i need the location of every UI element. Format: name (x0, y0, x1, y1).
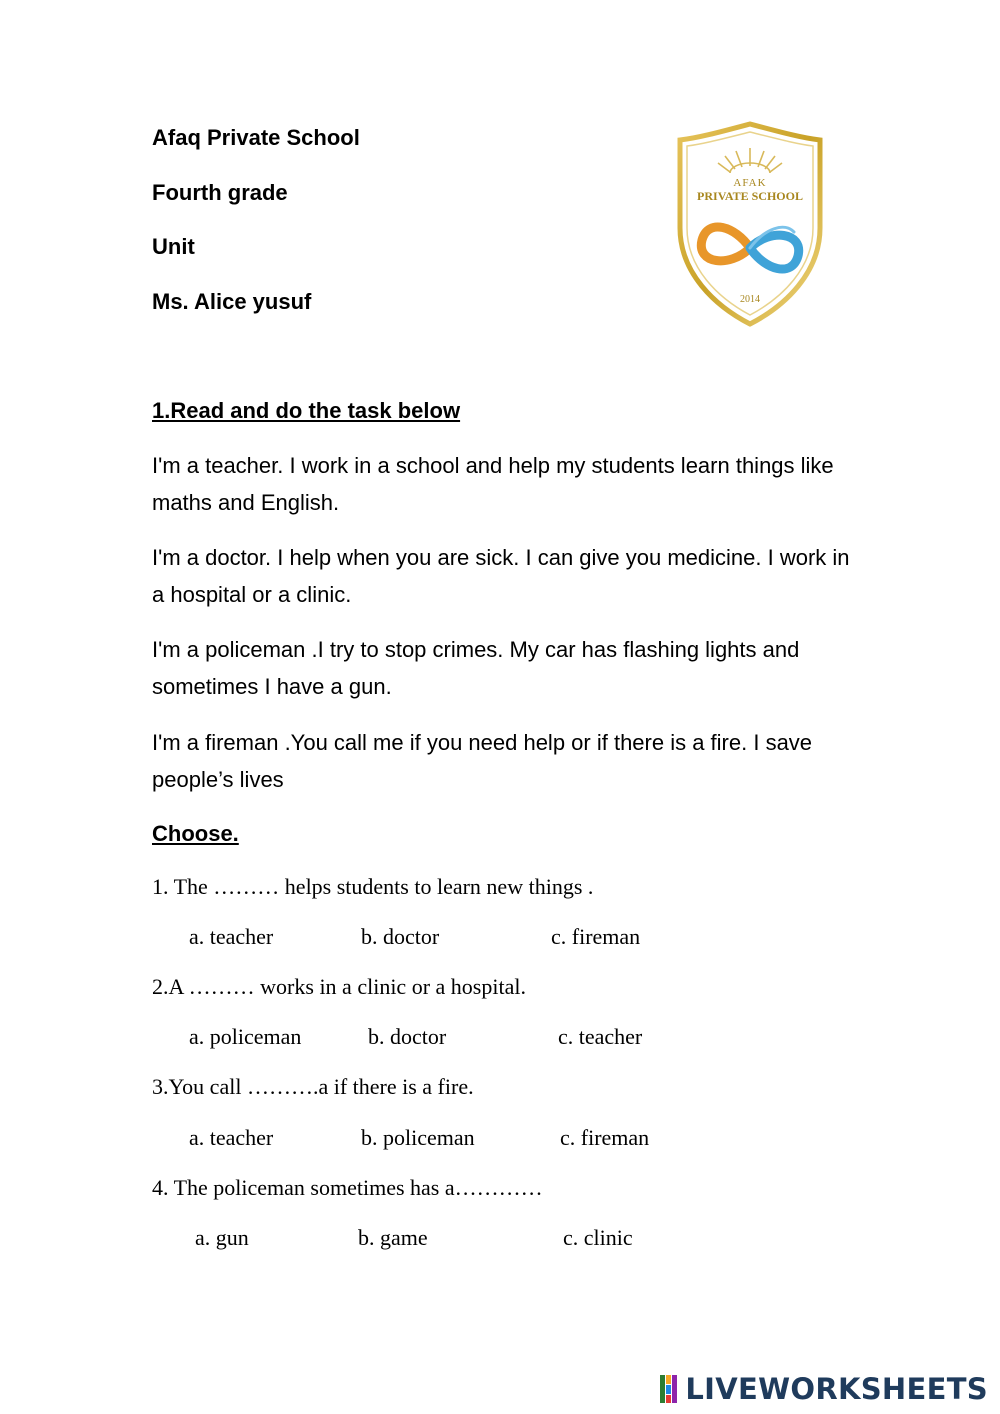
school-crest-logo (660, 118, 840, 330)
paragraph-policeman: I'm a policeman .I try to stop crimes. My car has flashing lights and sometimes I have a gun. (152, 637, 800, 699)
question-3: 3.You call ……….a if there is a fire. (152, 1074, 474, 1099)
grade-label: Fourth grade (152, 180, 288, 205)
q2-option-a[interactable]: a. policeman (189, 1024, 302, 1049)
paragraph-doctor: I'm a doctor. I help when you are sick. I can give you medicine. I work in a hospital or a clinic. (152, 545, 850, 607)
q2-option-c[interactable]: c. teacher (558, 1024, 643, 1049)
q3-option-a[interactable]: a. teacher (189, 1125, 274, 1150)
q4-option-c[interactable]: c. clinic (563, 1225, 633, 1250)
unit-label: Unit (152, 234, 195, 259)
brand-text: LIVEWORKSHEETS (685, 1372, 988, 1406)
question-2: 2.A ……… works in a clinic or a hospital. (152, 974, 526, 999)
paragraph-fireman: I'm a fireman .You call me if you need help or if there is a fire. I save people’s lives (152, 730, 813, 792)
question-1: 1. The ……… helps students to learn new things . (152, 874, 594, 899)
section-title: 1.Read and do the task below (152, 398, 461, 423)
teacher-name: Ms. Alice yusuf (152, 289, 312, 314)
q3-option-c[interactable]: c. fireman (560, 1125, 650, 1150)
logo-line2: PRIVATE SCHOOL (697, 189, 803, 203)
paragraph-teacher: I'm a teacher. I work in a school and help my students learn things like maths and English. (152, 453, 834, 515)
liveworksheets-logo-icon (660, 1374, 682, 1404)
liveworksheets-brand (660, 1372, 988, 1406)
q1-option-b[interactable]: b. doctor (361, 924, 440, 949)
school-name: Afaq Private School (152, 125, 360, 150)
q4-option-a[interactable]: a. gun (195, 1225, 249, 1250)
q1-option-a[interactable]: a. teacher (189, 924, 274, 949)
logo-line1: AFAK (733, 177, 767, 189)
q1-option-c[interactable]: c. fireman (551, 924, 641, 949)
choose-title: Choose. (152, 821, 239, 846)
q4-option-b[interactable]: b. game (358, 1225, 428, 1250)
question-4: 4. The policeman sometimes has a………… (152, 1175, 543, 1200)
logo-year: 2014 (740, 294, 760, 305)
q3-option-b[interactable]: b. policeman (361, 1125, 475, 1150)
q2-option-b[interactable]: b. doctor (368, 1024, 447, 1049)
